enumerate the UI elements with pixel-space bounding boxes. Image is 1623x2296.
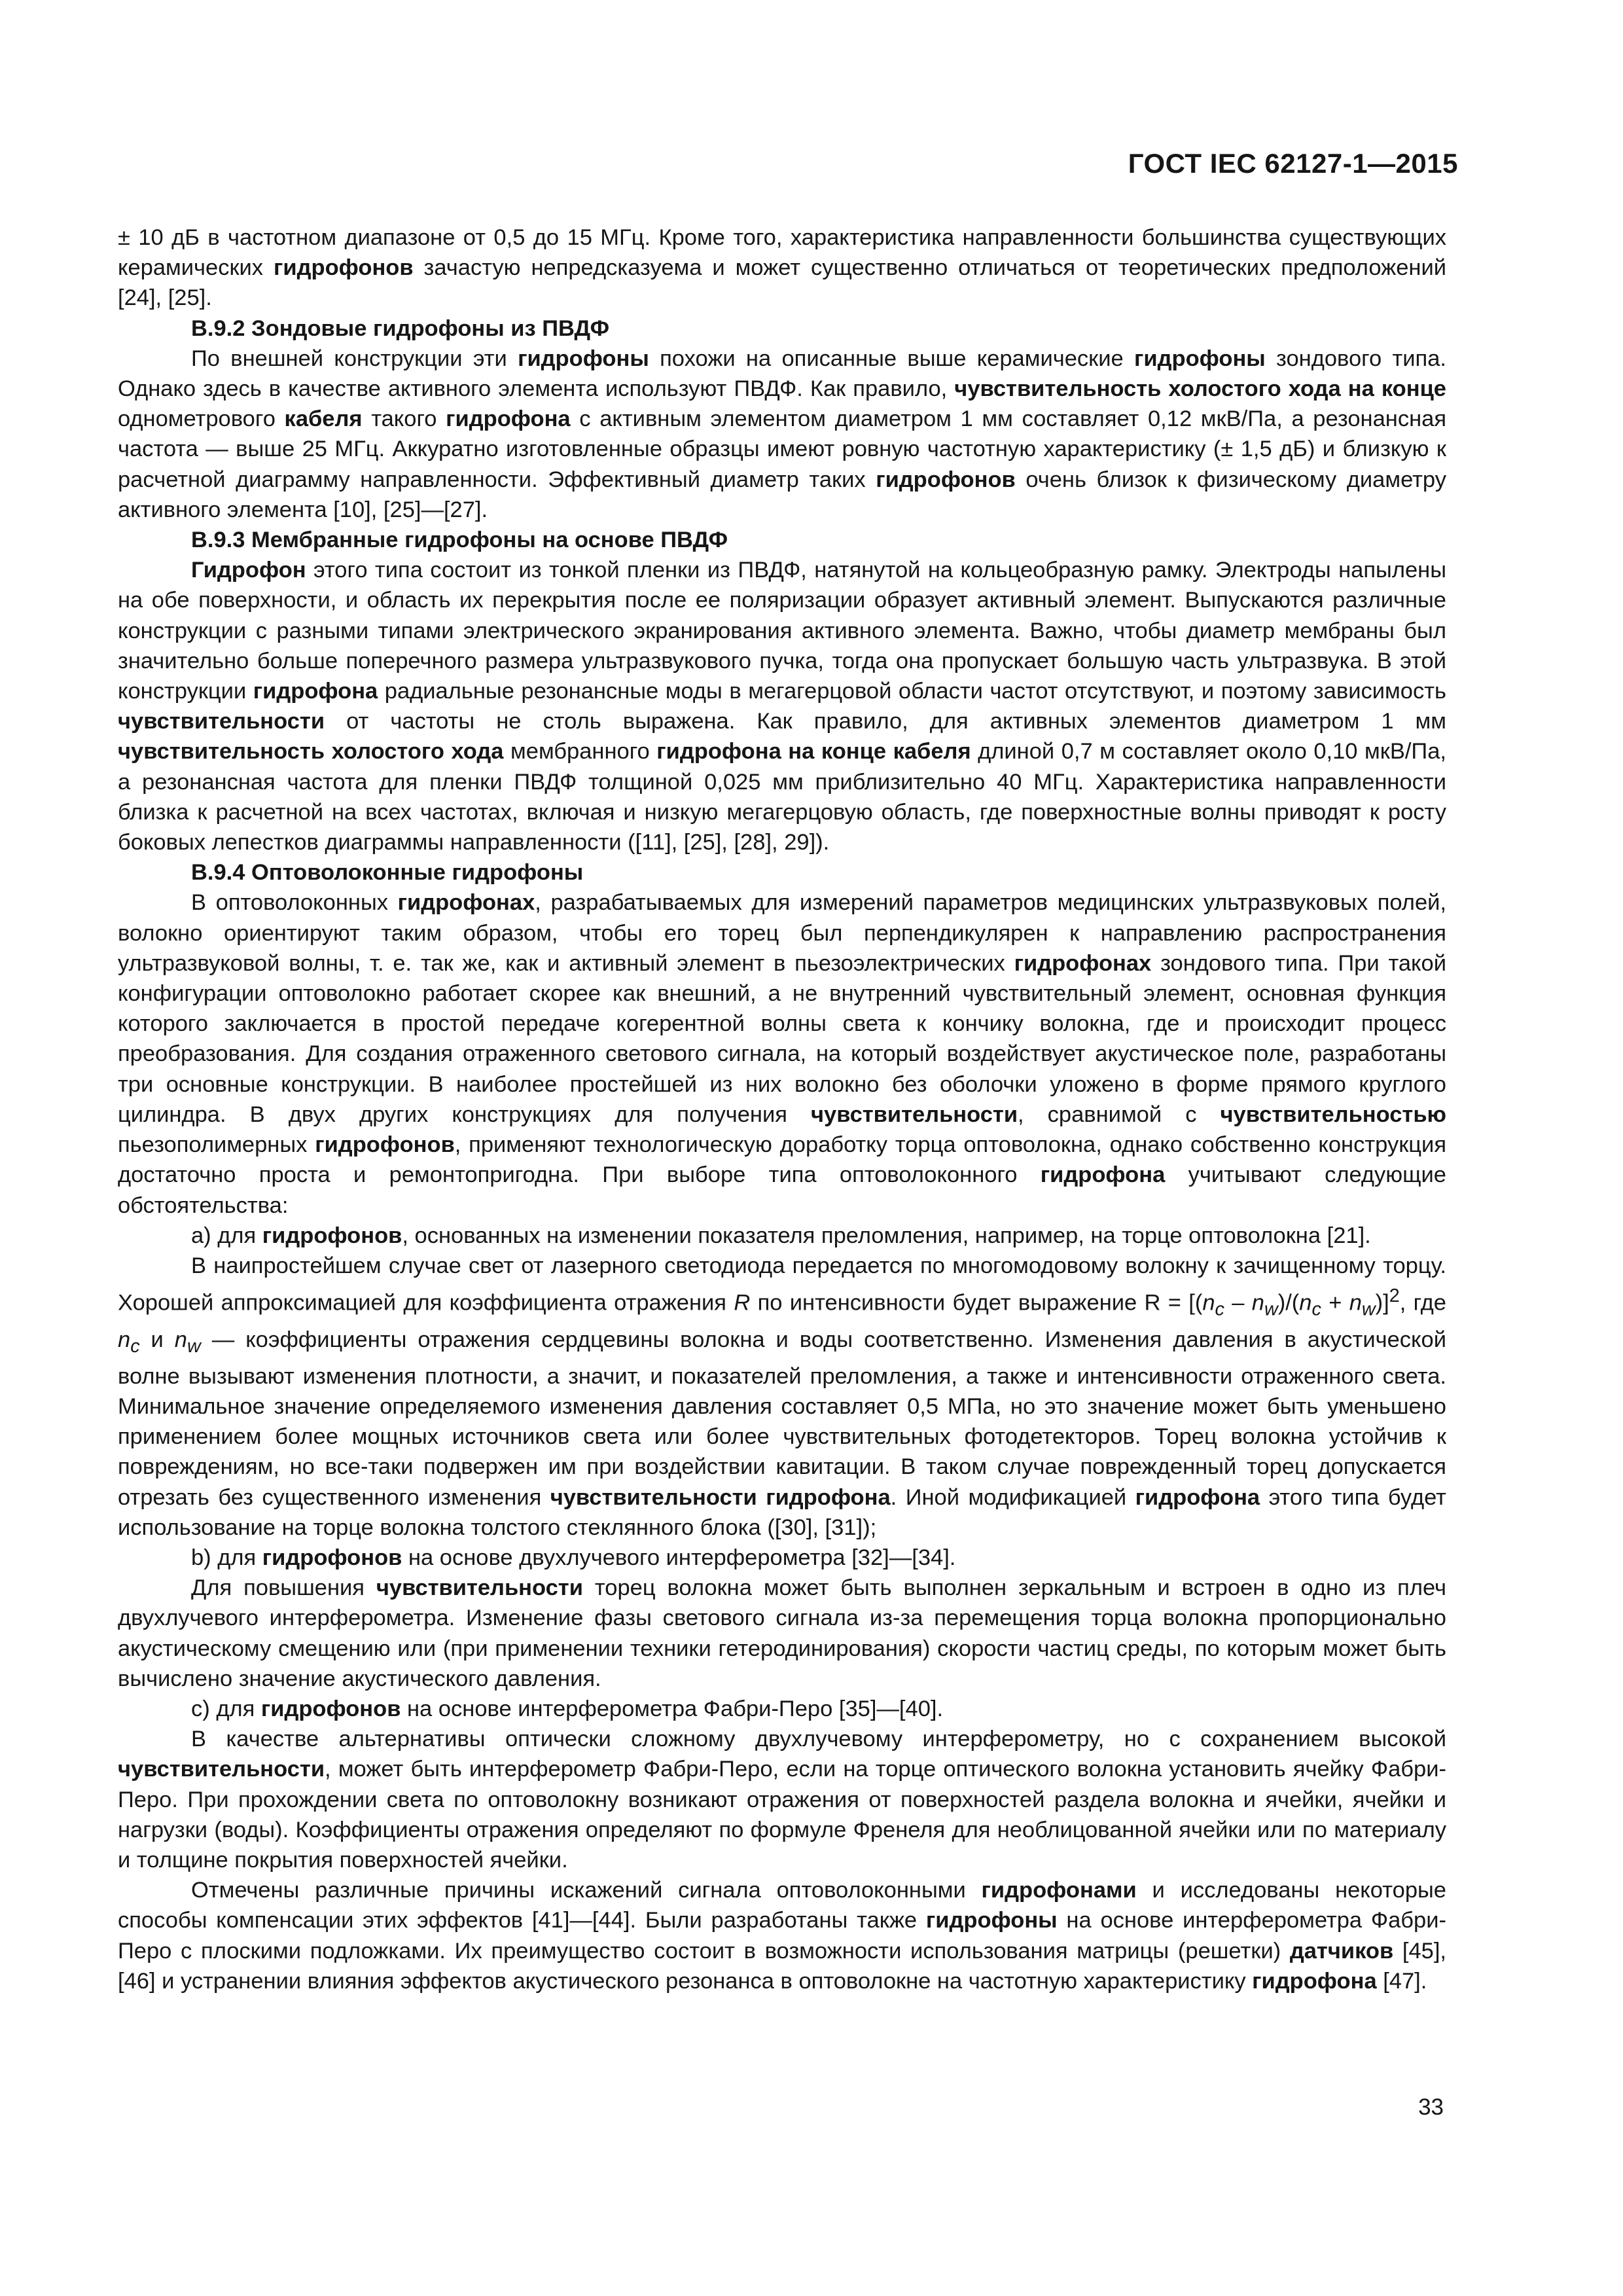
bold-term: чувствительности bbox=[118, 1757, 325, 1782]
italic-symbol: n bbox=[1251, 1290, 1264, 1316]
bold-term: гидрофоны bbox=[518, 346, 649, 371]
bold-term: гидрофоны bbox=[925, 1908, 1058, 1933]
italic-symbol: n bbox=[1202, 1290, 1215, 1316]
bold-term: Гидрофон bbox=[191, 558, 306, 583]
paragraph-item-c: c) для гидрофонов на основе интерферометра Фабри-Перо [35]—[40]. bbox=[191, 1696, 944, 1722]
paragraph-item-c-body: В качестве альтернативы оптически сложному двухлучевому интерферометру, но с сохранением высокой чувствительности, может быть интерферометр Фабри-Перо, если на торце оптического волокна установить ячейку Фабри-Перо. При прохождении света по оптоволокну возникают отражения от поверхностей раздела волокна и ячейки, ячейки и нагрузки (воды). Коэффициенты отражения определяют по формуле Френеля для необлицованной ячейки или по материалу и толщине покрытия поверхностей ячейки. bbox=[118, 1727, 1446, 1873]
bold-term: чувствительности bbox=[811, 1102, 1018, 1127]
bold-term: гидрофона bbox=[1135, 1484, 1260, 1510]
page-number: 33 bbox=[1418, 2094, 1444, 2120]
paragraph-distortions: Отмечены различные причины искажений сигнала оптоволоконными гидрофонами и исследованы некоторые способы компенсации этих эффектов [41]—[44]. Были разработаны также гидрофоны на основе интерферометра Фабри-Перо с плоскими подложками. Их преимущество состоит в возможности использования матрицы (решетки) датчиков [45], [46] и устранении влияния эффектов акустического резонанса в оптоволокне на частотную характеристику гидрофона [47]. bbox=[118, 1878, 1447, 1994]
bold-term: чувствительность холостого хода bbox=[118, 739, 504, 764]
subscript: c bbox=[1311, 1299, 1321, 1320]
paragraph-item-b: b) для гидрофонов на основе двухлучевого интерферометра [32]—[34]. bbox=[191, 1545, 956, 1571]
bold-term: гидрофонов bbox=[876, 467, 1016, 492]
bold-term: гидрофонов bbox=[262, 1545, 402, 1571]
italic-symbol: R bbox=[734, 1290, 751, 1316]
bold-term: гидрофона bbox=[253, 679, 378, 704]
subscript: c bbox=[1215, 1299, 1224, 1320]
bold-term: гидрофонов bbox=[260, 1696, 401, 1722]
italic-symbol: n bbox=[1299, 1290, 1312, 1316]
bold-term: гидрофонов bbox=[274, 255, 414, 281]
bold-term: датчиков bbox=[1289, 1938, 1394, 1964]
bold-term: гидрофона bbox=[1040, 1162, 1166, 1188]
bold-term: чувствительностью bbox=[1220, 1102, 1447, 1127]
bold-term: гидрофонами bbox=[981, 1878, 1137, 1903]
bold-term: чувствительности bbox=[376, 1575, 583, 1601]
subscript: w bbox=[1264, 1299, 1278, 1320]
bold-term: гидрофона bbox=[446, 406, 571, 432]
bold-term: гидрофонах bbox=[1014, 950, 1152, 976]
paragraph-item-b-body: Для повышения чувствительности торец волокна может быть выполнен зеркальным и встроен в одно из плеч двухлучевого интерферометра. Изменение фазы светового сигнала из-за перемещения торца волокна пропорционально акустическому смещению или (при применении техники гетеродинирования) скорости частиц среды, по которым может быть вычислено значение акустического давления. bbox=[118, 1575, 1446, 1691]
paragraph-continuation: ± 10 дБ в частотном диапазоне от 0,5 до 15 МГц. Кроме того, характеристика направленности большинства существующих керамических гидрофонов зачастую непредсказуема и может существенно отличаться от теоретических предположений [24], [25]. bbox=[118, 225, 1446, 311]
bold-term: гидрофоны bbox=[1134, 346, 1266, 371]
main-content bbox=[118, 223, 1446, 1996]
bold-term: гидрофонов bbox=[315, 1132, 455, 1158]
section-heading-b94: В.9.4 Оптоволоконные гидрофоны bbox=[191, 860, 584, 886]
section-heading-b93: В.9.3 Мембранные гидрофоны на основе ПВДФ bbox=[191, 528, 728, 553]
superscript: 2 bbox=[1389, 1285, 1400, 1307]
italic-symbol: n bbox=[174, 1327, 187, 1352]
italic-symbol: n bbox=[118, 1327, 131, 1352]
paragraph-item-a-body: В наипростейшем случае свет от лазерного светодиода передается по многомодовому волокну к зачищенному торцу. Хорошей аппроксимацией для коэффициента отражения R по интенсивности будет выражение $R = [(n_c - n_w)/(n_c + n_w)]^2$, где $n_c$ и $n_w$ — коэффициенты отражения сердцевины волокна и воды соответственно. Изменения давления в акустической волне вызывают изменения плотности, а значит, и показателей преломления, а также и интенсивности отраженного света. Минимальное значение определяемого изменения давления составляет 0,5 МПа, но это значение может быть уменьшено применением более мощных источников света или более чувствительных фотодетекторов. Торец волокна устойчив к повреждениям, но все-таки подвержен им при воздействии кавитации. В таком случае поврежденный торец допускается отрезать без существенного изменения чувствительности гидрофона. Иной модификацией гидрофона этого типа будет использование на торце волокна толстого стеклянного блока ([30], [31]); bbox=[118, 1253, 1446, 1540]
bold-term: кабеля bbox=[284, 406, 363, 432]
paragraph-item-a: а) для гидрофонов, основанных на изменении показателя преломления, например, на торце оптоволокна [21]. bbox=[191, 1223, 1371, 1248]
paragraph-membrane: Гидрофон этого типа состоит из тонкой пленки из ПВДФ, натянутой на кольцеобразную рамку. Электроды напылены на обе поверхности, и область их перекрытия после ее поляризации образует активный элемент. Выпускаются различные конструкции с разными типами электрического экранирования активного элемента. Важно, чтобы диаметр мембраны был значительно больше поперечного размера ультразвукового пучка, тогда она пропускает большую часть ультразвука. В этой конструкции гидрофона радиальные резонансные моды в мегагерцовой области частот отсутствуют, и поэтому зависимость чувствительности от частоты не столь выражена. Как правило, для активных элементов диаметром 1 мм чувствительность холостого хода мембранного гидрофона на конце кабеля длиной 0,7 м составляет около 0,10 мкВ/Па, а резонансная частота для пленки ПВДФ толщиной 0,025 мм приблизительно 40 МГц. Характеристика направленности близка к расчетной на всех частотах, включая и низкую мегагерцовую область, где поверхностные волны приводят к росту боковых лепестков диаграммы направленности ([11], [25], [28], 29]). bbox=[118, 558, 1446, 855]
subscript: w bbox=[187, 1335, 201, 1357]
subscript: c bbox=[130, 1335, 140, 1357]
bold-term: чувствительности bbox=[118, 709, 325, 734]
subscript: w bbox=[1361, 1299, 1376, 1320]
bold-term: гидрофона bbox=[1252, 1968, 1377, 1994]
bold-term: гидрофонах bbox=[397, 890, 535, 916]
bold-term: гидрофона на конце кабеля bbox=[656, 739, 971, 764]
section-heading-b92: В.9.2 Зондовые гидрофоны из ПВДФ bbox=[191, 315, 610, 341]
bold-term: чувствительности гидрофона bbox=[550, 1484, 891, 1510]
standard-header: ГОСТ IEC 62127-1—2015 bbox=[1128, 148, 1458, 179]
bold-term: чувствительность холостого хода на конце bbox=[954, 376, 1446, 402]
paragraph-fiber-intro: В оптоволоконных гидрофонах, разрабатываемых для измерений параметров медицинских ультразвуковых полей, волокно ориентируют таким образом, чтобы его торец был перпендикулярен к направлению распространения ультразвуковой волны, т. е. так же, как и активный элемент в пьезоэлектрических гидрофонах зондового типа. При такой конфигурации оптоволокно работает скорее как внешний, а не внутренний чувствительный элемент, основная функция которого заключается в простой передаче когерентной волны света к кончику волокна, где и происходит процесс преобразования. Для создания отраженного светового сигнала, на который воздействует акустическое поле, разработаны три основные конструкции. В наиболее простейшей из них волокно без оболочки уложено в форме прямого круглого цилиндра. В двух других конструкциях для получения чувствительности, сравнимой с чувствительностью пьезополимерных гидрофонов, применяют технологическую доработку торца оптоволокна, однако собственно конструкция достаточно проста и ремонтопригодна. При выборе типа оптоволоконного гидрофона учитывают следующие обстоятельства: bbox=[118, 890, 1447, 1218]
paragraph-pvdf-probe: По внешней конструкции эти гидрофоны похожи на описанные выше керамические гидрофоны зондового типа. Однако здесь в качестве активного элемента используют ПВДФ. Как правило, чувствительность холостого хода на конце однометрового кабеля такого гидрофона с активным элементом диаметром 1 мм составляет 0,12 мкВ/Па, а резонансная частота — выше 25 МГц. Аккуратно изготовленные образцы имеют ровную частотную характеристику (± 1,5 дБ) и близкую к расчетной диаграмму направленности. Эффективный диаметр таких гидрофонов очень близок к физическому диаметру активного элемента [10], [25]—[27]. bbox=[118, 346, 1447, 522]
bold-term: гидрофонов bbox=[262, 1223, 402, 1248]
italic-symbol: n bbox=[1349, 1290, 1362, 1316]
